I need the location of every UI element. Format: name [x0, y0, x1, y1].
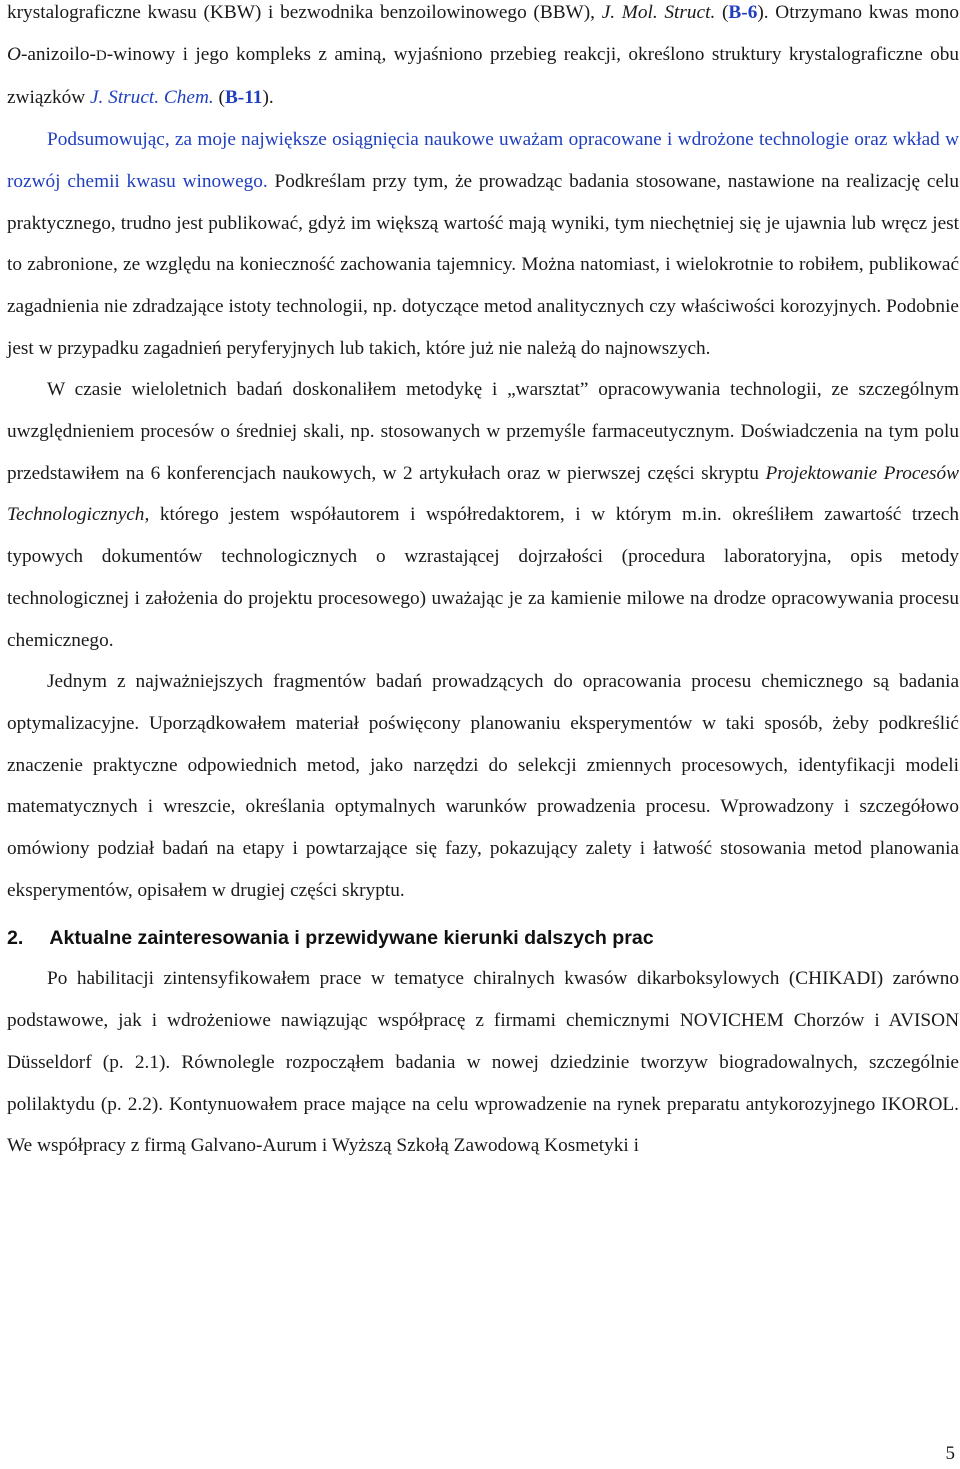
text-run: krystalograficzne kwasu (KBW) i bezwodnika benzoilowinowego (BBW), — [7, 2, 602, 23]
text-run: , którego jestem współautorem i współredaktorem, i w którym m.in. określiłem zawartość trzech typowych dokumentów technologicznych o wzrastającej dojrzałości (procedura laboratoryjna, opis metody technologicznej i założenia do projektu procesowego) uważając je za kamienie milowe na drodze opracowywania procesu chemicznego. — [7, 504, 959, 651]
text-run: Jednym z najważniejszych fragmentów badań prowadzących do opracowania procesu chemicznego są badania optymalizacyjne. Uporządkowałem materiał poświęcony planowaniu eksperymentów w taki sposób, żeby podkreślić znaczenie praktyczne odpowiednich metod, jako narzędzi do selekcji zmiennych procesowych, identyfikacji modeli matematycznych i wreszcie, określania optymalnych warunków prowadzenia procesu. Wprowadzony i szczegółowo omówiony podział badań na etapy i powtarzające się fazy, pokazujący zalety i łatwość stosowania metod planowania eksperymentów, opisałem w drugiej części skryptu. — [7, 671, 959, 901]
section-heading — [7, 918, 959, 958]
journal-citation: J. Mol. Struct. — [601, 2, 716, 23]
script-title: Projektowanie Procesów Technologicznych — [7, 462, 959, 526]
text-run: ( — [715, 2, 729, 23]
paragraph-crystal-structures — [7, 0, 959, 119]
text-run: Po habilitacji zintensyfikowałem prace w tematyce chiralnych kwasów dikarboksylowych (CHIKADI) zarówno podstawowe, jak i wdrożeniowe nawiązując współpracę z firmami chemicznymi NOVICHEM Chorzów i AVISON Düsseldorf (p. 2.1). Równolegle rozpocząłem badania w nowej dziedzinie tworzyw biogradowalnych, szczególnie polilaktydu (p. 2.2). Kontynuowałem prace mające na celu wprowadzenie na rynek preparatu antykorozyjnego IKOROL. We współpracy z firmą Galvano-Aurum i Wyższą Szkołą Zawodową Kosmetyki i — [7, 968, 959, 1157]
text-run: Podsumowując, za moje największe osiągnięcia naukowe uważam opracowane i wdrożone technologie oraz wkład w rozwój chemii kwasu winowego. — [7, 129, 959, 192]
italic-o: O — [7, 43, 21, 65]
paragraph-methodology — [7, 369, 959, 661]
page-number: 5 — [945, 1443, 955, 1464]
section-title: Aktualne zainteresowania i przewidywane kierunki dalszych prac — [49, 927, 654, 950]
text-run: ). Otrzymano kwas mono — [757, 2, 959, 23]
reference-b6: B-6 — [728, 2, 758, 23]
text-run: W czasie wieloletnich badań doskonaliłem metodykę i „warsztat” opracowywania technologii, ze szczególnym uwzględnieniem procesów o średniej skali, np. stosowanych w przemyśle farmaceutycznym. Doświadczenia na tym polu przedstawiłem na 6 konferencjach naukowych, w 2 artykułach oraz w pierwszej części skryptu — [7, 379, 959, 484]
text-run: ( — [213, 87, 225, 109]
text-run: Podkreślam przy tym, że prowadząc badania stosowane, nastawione na realizację celu praktycznego, trudno jest publikować, gdyż im większą wartość mają wyniki, tym niechętniej się je ujawnia lub wręcz jest to zabronione, ze względu na konieczność zachowania tajemnicy. Można natomiast, i wielokrotnie to robiłem, publikować zagadnienia nie zdradzające istoty technologii, np. dotyczące metod analitycznych czy właściwości korozyjnych. Podobnie jest w przypadku zagadnień peryferyjnych lub takich, które już nie należą do najnowszych. — [7, 170, 959, 359]
paragraph-optimization — [7, 661, 959, 911]
document-page — [7, 0, 959, 1167]
text-run: -winowy i jego kompleks z aminą, wyjaśniono przebieg reakcji, określono struktury krystalograficzne obu związków — [7, 43, 959, 109]
section-number: 2. — [7, 927, 24, 950]
paragraph-summary — [7, 119, 959, 369]
reference-b11: B-11 — [224, 87, 263, 109]
text-run: -anizoilo- — [20, 43, 96, 65]
small-caps-d: D — [95, 47, 107, 64]
text-run: ). — [262, 87, 274, 109]
paragraph-current-interests — [7, 958, 959, 1167]
journal-citation: J. Struct. Chem. — [89, 87, 214, 109]
